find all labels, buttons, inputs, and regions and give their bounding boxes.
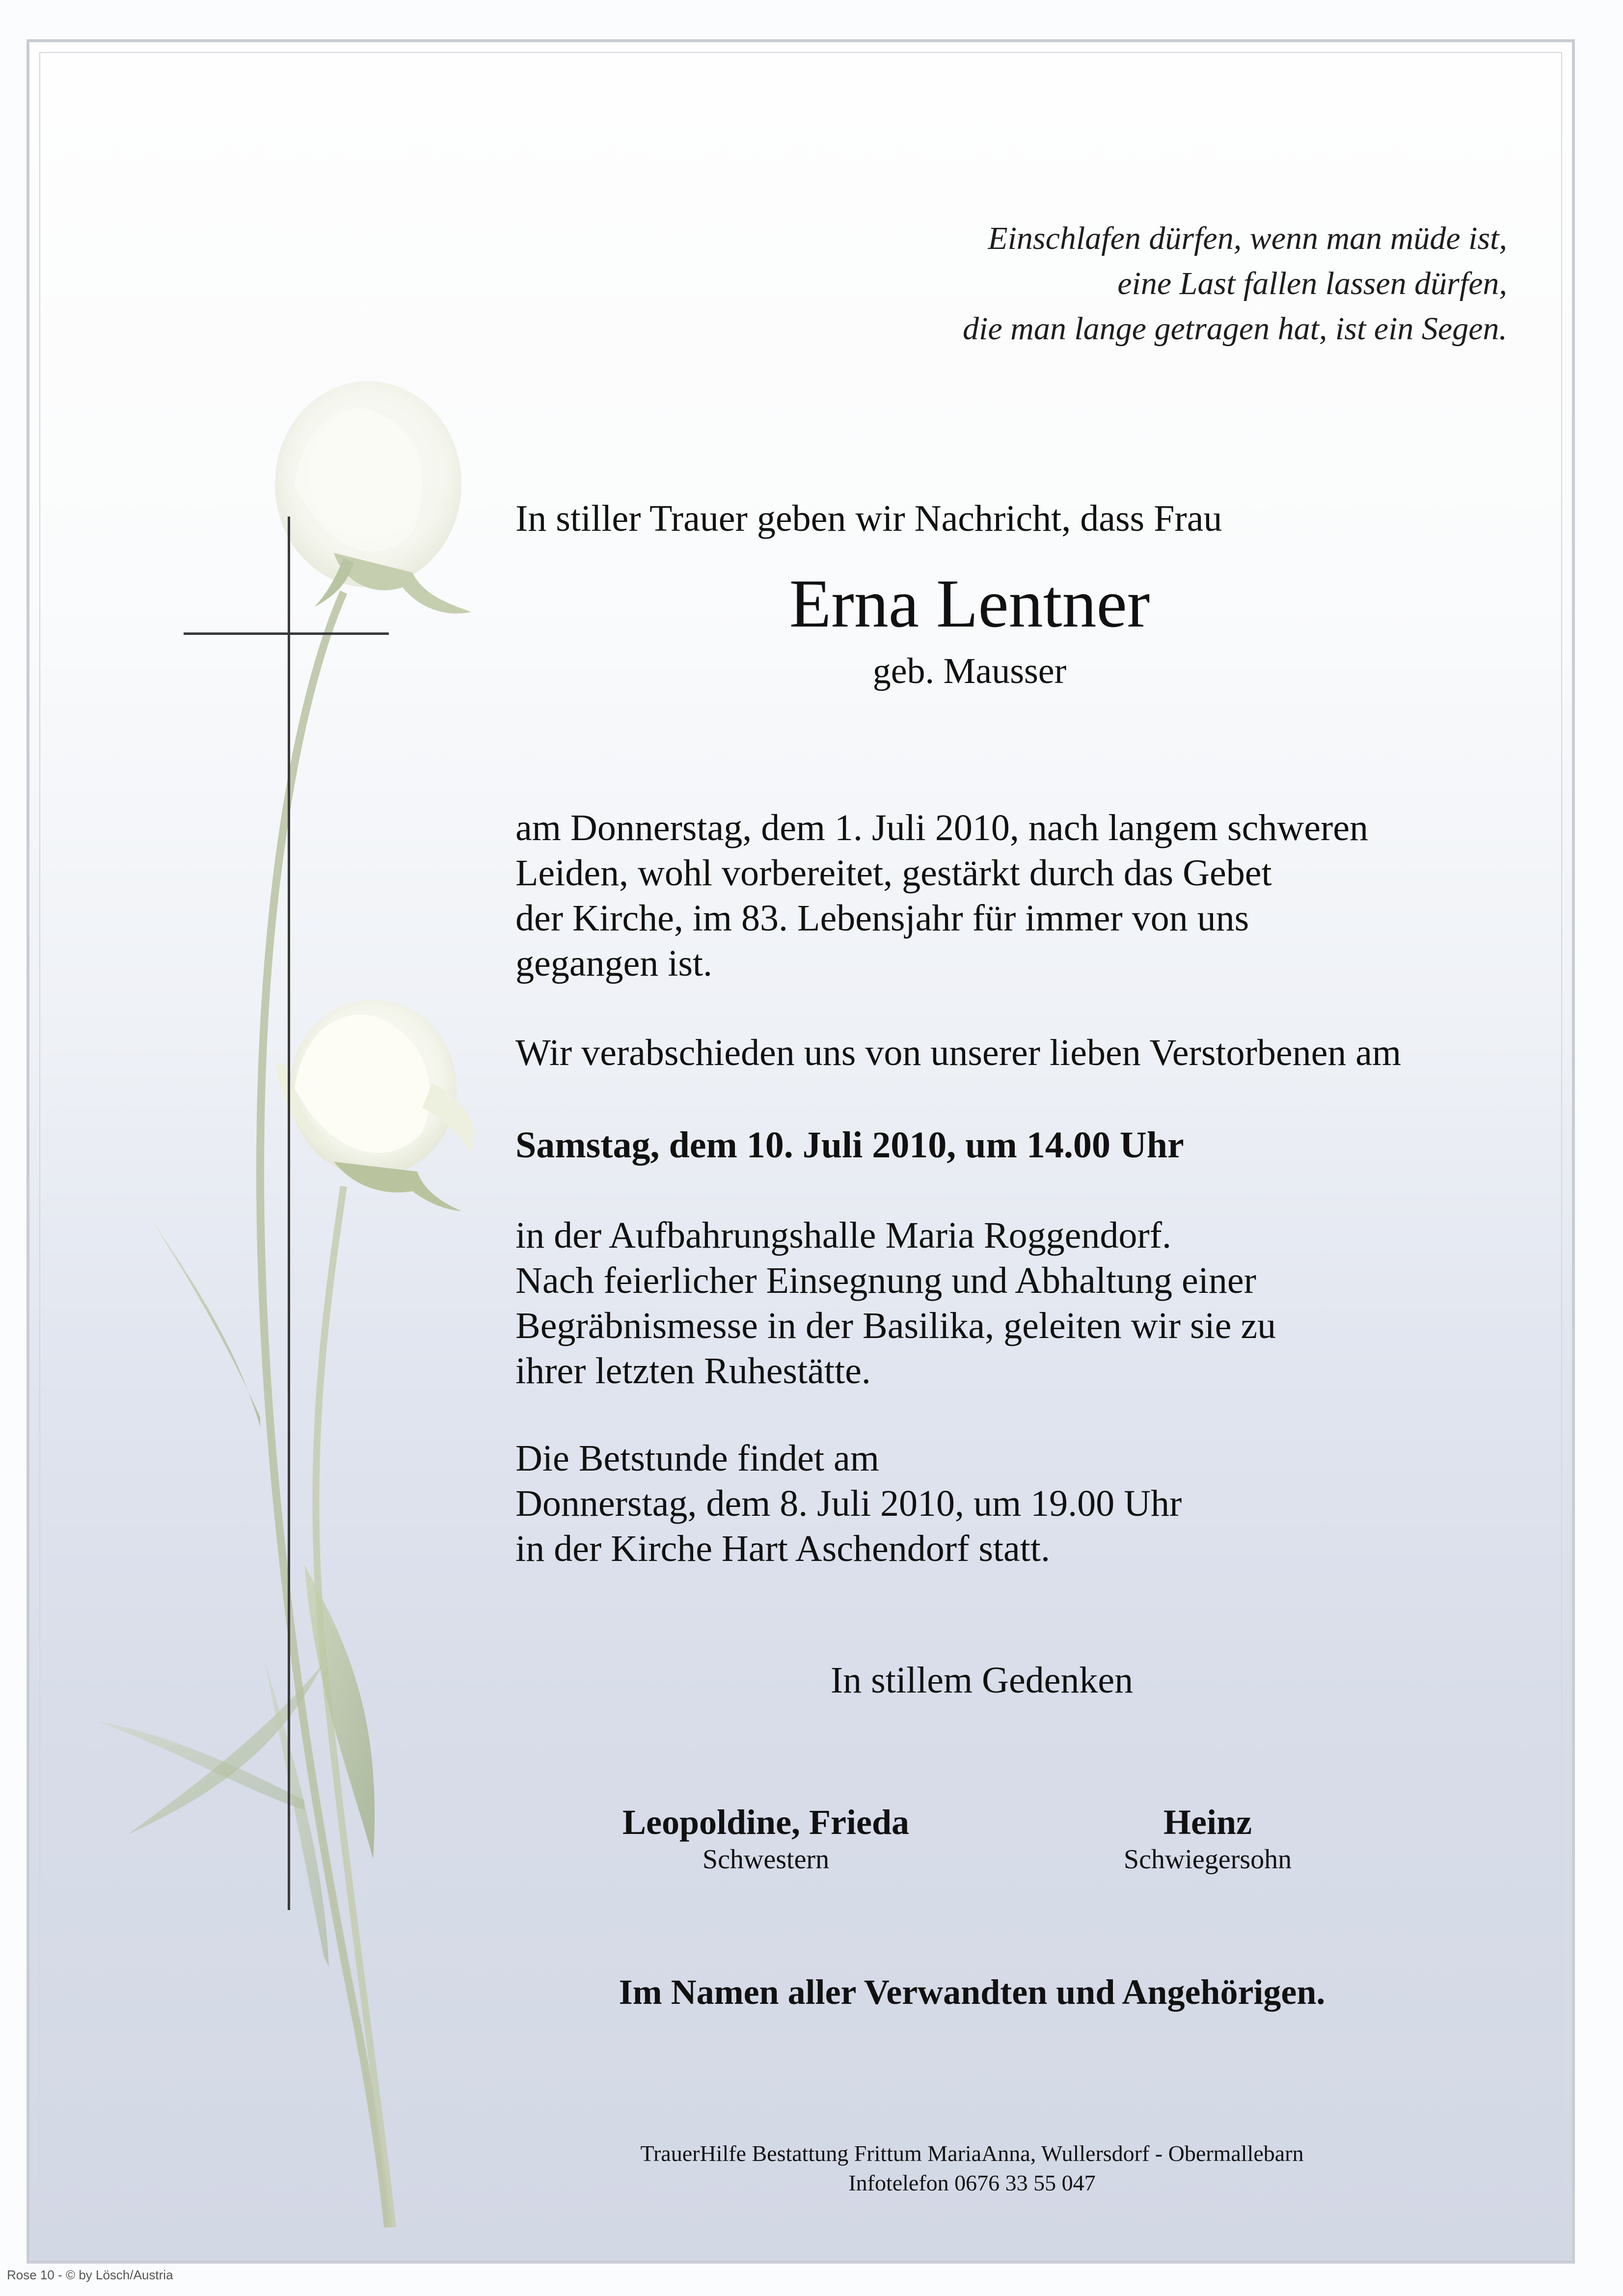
- farewell-intro: Wir verabschieden uns von unserer lieben Verstorbenen am: [515, 1032, 1402, 1073]
- paragraph-line: Donnerstag, dem 8. Juli 2010, um 19.00 Uhr: [515, 1483, 1182, 1524]
- closing-line: Im Namen aller Verwandten und Angehörigen.: [619, 1972, 1325, 2012]
- paragraph-line: Leiden, wohl vorbereitet, gestärkt durch das Gebet: [515, 852, 1272, 894]
- footer-line: TrauerHilfe Bestattung Frittum MariaAnna, Wullersdorf - Obermallebarn: [640, 2141, 1304, 2166]
- signer-role: Schwiegersohn: [1123, 1844, 1292, 1875]
- intro-text: In stiller Trauer geben wir Nachricht, dass Frau: [515, 498, 1222, 539]
- paragraph-line: gegangen ist.: [515, 943, 713, 984]
- funeral-paragraph: [515, 1213, 1276, 1394]
- prayer-paragraph: [515, 1436, 1182, 1571]
- design-credit: Rose 10 - © by Lösch/Austria: [7, 2268, 173, 2282]
- paragraph-line: am Donnerstag, dem 1. Juli 2010, nach langem schweren: [515, 807, 1368, 848]
- signer-name: Heinz: [1163, 1803, 1252, 1842]
- passing-paragraph: [515, 805, 1368, 986]
- cross-vertical-bar: [288, 517, 290, 1910]
- paragraph-line: Nach feierlicher Einsegnung und Abhaltung einer: [515, 1260, 1256, 1301]
- motto-line: eine Last fallen lassen dürfen,: [1117, 266, 1507, 301]
- paragraph-line: Die Betstunde findet am: [515, 1438, 879, 1479]
- motto-verse: [963, 216, 1507, 352]
- signer-name: Leopoldine, Frieda: [622, 1803, 909, 1842]
- paragraph-line: ihrer letzten Ruhestätte.: [515, 1350, 871, 1392]
- deceased-birth-name: geb. Mausser: [872, 651, 1067, 691]
- funeral-date: Samstag, dem 10. Juli 2010, um 14.00 Uhr: [515, 1124, 1184, 1166]
- deceased-name: Erna Lentner: [789, 566, 1150, 642]
- remembrance-line: In stillem Gedenken: [830, 1660, 1134, 1701]
- paragraph-line: in der Kirche Hart Aschendorf statt.: [515, 1528, 1050, 1569]
- white-rose-illustration: [29, 42, 520, 2264]
- motto-line: Einschlafen dürfen, wenn man müde ist,: [988, 220, 1507, 256]
- signer-block: [1060, 1801, 1355, 1876]
- cross-horizontal-bar: [184, 632, 389, 635]
- signer-role: Schwestern: [702, 1844, 830, 1875]
- signer-block: [550, 1801, 982, 1876]
- footer-line: Infotelefon 0676 33 55 047: [848, 2170, 1096, 2195]
- paragraph-line: der Kirche, im 83. Lebensjahr für immer von uns: [515, 898, 1249, 939]
- paragraph-line: Begräbnismesse in der Basilika, geleiten wir sie zu: [515, 1305, 1276, 1346]
- motto-line: die man lange getragen hat, ist ein Segen.: [963, 311, 1507, 347]
- footer-funeral-home: [491, 2139, 1453, 2198]
- paragraph-line: in der Aufbahrungshalle Maria Roggendorf.: [515, 1215, 1171, 1256]
